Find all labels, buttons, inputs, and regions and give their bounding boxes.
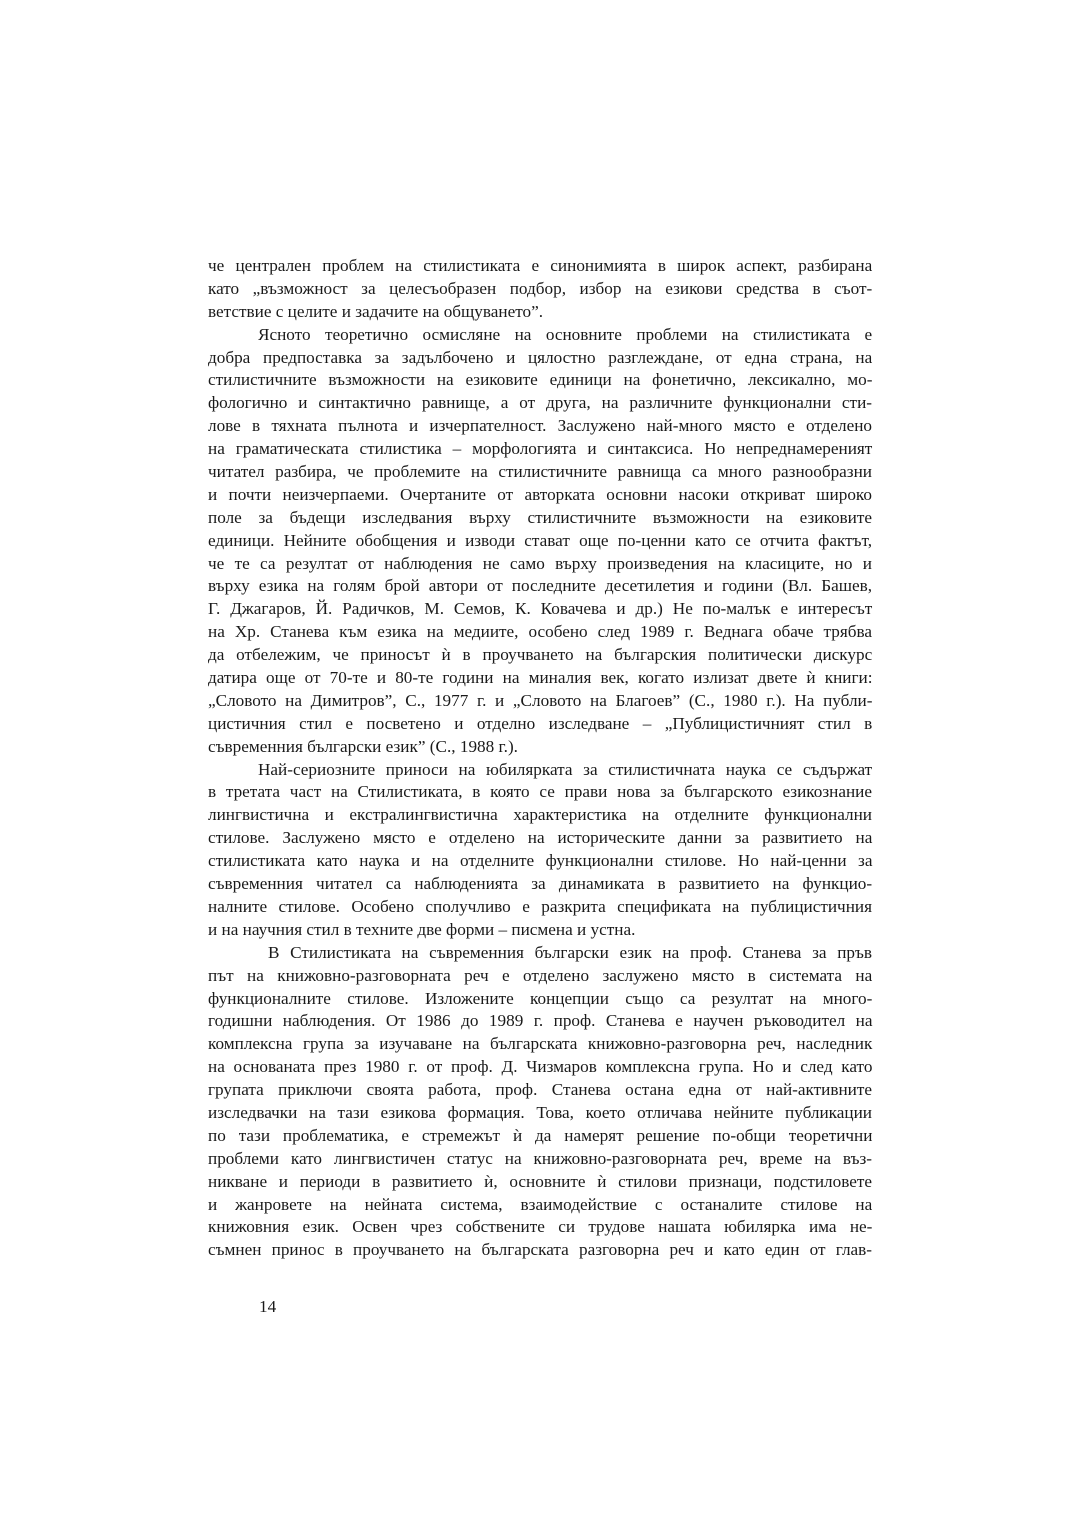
text-line: стилове. Заслужено място е отделено на историческите данни за развитието на [208,828,873,848]
text-line: функционалните стилове. Изложените концепции също са резултат на много- [208,988,873,1008]
text-line: датира още от 70-те и 80-те години на миналия век, когато излизат двете ѝ книги: [208,668,873,688]
text-line: единици. Нейните обобщения и изводи стават още по-ценни като се отчита фактът, [208,530,872,550]
text-line: стилистичните възможности на езиковите единици на фонетично, лексикално, мо- [208,370,873,390]
text-line: на Хр. Станева към езика на медиите, особено след 1989 г. Веднага обаче трябва [208,622,872,642]
text-line: цистичния стил е посветено и отделно изследване – „Публицистичният стил в [208,713,873,733]
text-line: книжовния език. Освен чрез собствените си трудове нашата юбилярка има не- [208,1217,873,1237]
body-text [208,255,872,1262]
text-line: съвременния български език” (С., 1988 г.). [208,736,518,756]
text-line: никване и периоди в развитието ѝ, основните ѝ стилови признаци, подстиловете [208,1171,872,1191]
text-line: лингвистична и екстралингвистична характеристика на отделните функционални [208,805,872,825]
text-line: съвременния читател са наблюденията за динамиката в развитието на функцио- [208,874,873,894]
text-line: групата приключи своята работа, проф. Станева остана една от най-активните [208,1080,872,1100]
text-line: ветствие с целите и задачите на общуването”. [208,301,544,321]
text-line: и жанровете на нейната система, взаимодействие с останалите стилове на [208,1194,873,1214]
text-line: комплексна група за изучаване на българската книжовно-разговорна реч, наследник [208,1034,873,1054]
text-line: проблеми като лингвистичен статус на книжовно-разговорната реч, време на въз- [208,1148,872,1168]
text-line: да отбележим, че приносът ѝ в проучването на българския политически дискурс [208,645,873,665]
text-line: поле за бъдещи изследвания върху стилистичните възможности на езиковите [208,507,872,527]
text-line: че централен проблем на стилистиката е синонимията в широк аспект, разбирана [208,256,873,275]
text-line: изследвачки на тази езикова формация. Това, което отличава нейните публикации [208,1102,872,1122]
text-line: налните стилове. Особено сполучливо е разкрита спецификата на публицистичния [208,896,872,916]
text-line: върху езика на голям брой автори от последните десетилетия и години (Вл. Башев, [208,576,872,596]
text-line: читател разбира, че проблемите на стилистичните равнища са много разнообразни [208,462,872,482]
text-line: В Стилистиката на съвременния български език на проф. Станева за пръв [268,942,872,962]
text-line: и на научния стил в техните две форми – писмена и устна. [208,919,636,939]
text-line: лове в тяхната пълнота и изчерпателност. Заслужено най-много място е отделено [208,416,872,436]
text-line: фологично и синтактично равнище, а от друга, на различните функционални сти- [208,393,872,413]
text-line: на основаната през 1980 г. от проф. Д. Чизмаров комплексна група. Но и след като [208,1057,873,1077]
page-number: 14 [259,1297,277,1316]
text-line: Най-сериозните приноси на юбилярката за стилистичната наука се съдържат [258,759,873,779]
text-line: Г. Джагаров, Й. Радичков, М. Семов, К. Ковачева и др.) Не по-малък е интересът [208,599,873,619]
text-line: и почти неизчерпаеми. Очертаните от авторката основни насоки откриват широко [208,484,872,504]
text-line: на граматическата стилистика – морфологията и синтаксиса. Но непреднамереният [208,439,873,459]
text-line: път на книжовно-разговорната реч е отделено заслужено място в системата на [208,965,873,985]
text-line: в третата част на Стилистиката, в която се прави нова за българското езикознание [208,782,872,802]
text-line: по тази проблематика, е стремежът ѝ да намерят решение по-общи теоретични [208,1125,873,1145]
text-line: Ясното теоретично осмисляне на основните проблеми на стилистиката е [258,324,873,344]
text-line: стилистиката като наука и на отделните функционални стилове. Но най-ценни за [208,851,873,871]
text-line: добра предпоставка за задълбочено и цялостно разглеждане, от една страна, на [208,347,873,367]
text-line: съмнен принос в проучването на българската разговорна реч и като един от глав- [208,1240,872,1260]
text-line: „Словото на Димитров”, С., 1977 г. и „Словото на Благоев” (С., 1980 г.). На публи- [208,690,873,710]
text-line: като „възможност за целесъобразен подбор, избор на езикови средства в съот- [208,278,873,298]
text-line: годишни наблюдения. От 1986 до 1989 г. проф. Станева е научен ръководител на [208,1011,873,1031]
text-line: че те са резултат от наблюдения не само върху произведения на класиците, но и [208,553,872,573]
